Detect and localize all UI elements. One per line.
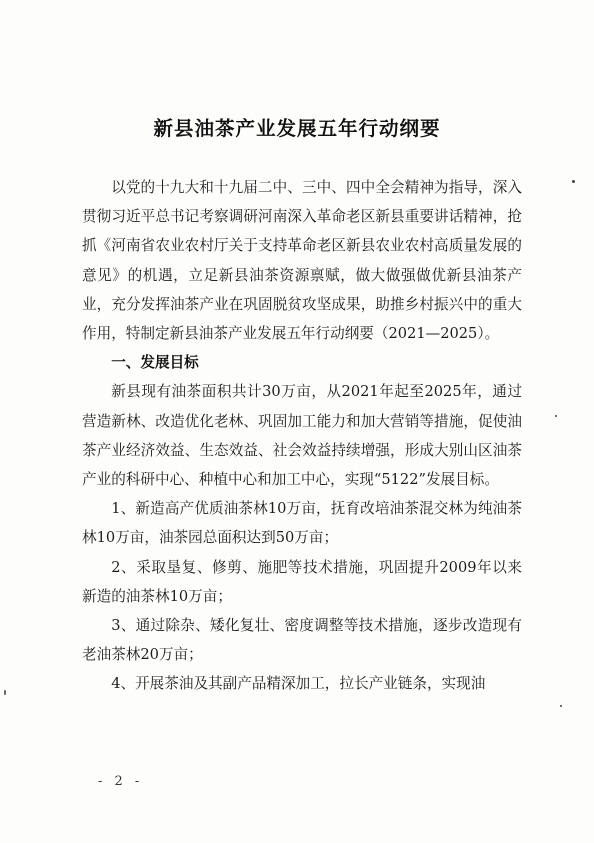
goal-item-2: 2、采取垦复、修剪、施肥等技术措施，巩固提升2009年以来新造的油茶林10万亩； (82, 558, 522, 605)
goal-item-1: 1、新造高产优质油茶林10万亩，抚育改培油茶混交林为纯油茶林10万亩，油茶园总面积达到50万亩； (82, 500, 522, 547)
goal-item-3: 3、通过除杂、矮化复壮、密度调整等技术措施，逐步改造现有老油茶林20万亩； (82, 617, 522, 664)
page-number: - 2 - (98, 774, 144, 789)
document-body (82, 173, 522, 699)
section-heading-goals: 一、发展目标 (111, 354, 199, 372)
scan-speck (572, 180, 575, 183)
goals-paragraph: 新县现有油茶面积共计30万亩，从2021年起至2025年，通过营造新林、改造优化老林、巩固加工能力和加大营销等措施，促使油茶产业经济效益、生态效益、社会效益持续增强，形成大别山区油茶产业的科研中心、种植中心和加工中心，实现“5122”发展目标。 (82, 383, 522, 489)
document-title: 新县油茶产业发展五年行动纲要 (153, 117, 441, 140)
intro-paragraph: 以党的十九大和十九届二中、三中、四中全会精神为指导，深入贯彻习近平总书记考察调研河南深入革命老区新县重要讲话精神，抢抓《河南省农业农村厅关于支持革命老区新县农业农村高质量发展的意见》的机遇，立足新县油茶资源禀赋，做大做强做优新县油茶产业，充分发挥油茶产业在巩固脱贫攻坚成果，助推乡村振兴中的重大作用，特制定新县油茶产业发展五年行动纲要（2021—2025）。 (82, 179, 522, 343)
scan-speck (560, 705, 562, 707)
goal-item-4: 4、开展茶油及其副产品精深加工，拉长产业链条，实现油 (111, 675, 486, 693)
scan-speck (555, 415, 557, 417)
scan-speck (4, 690, 6, 695)
